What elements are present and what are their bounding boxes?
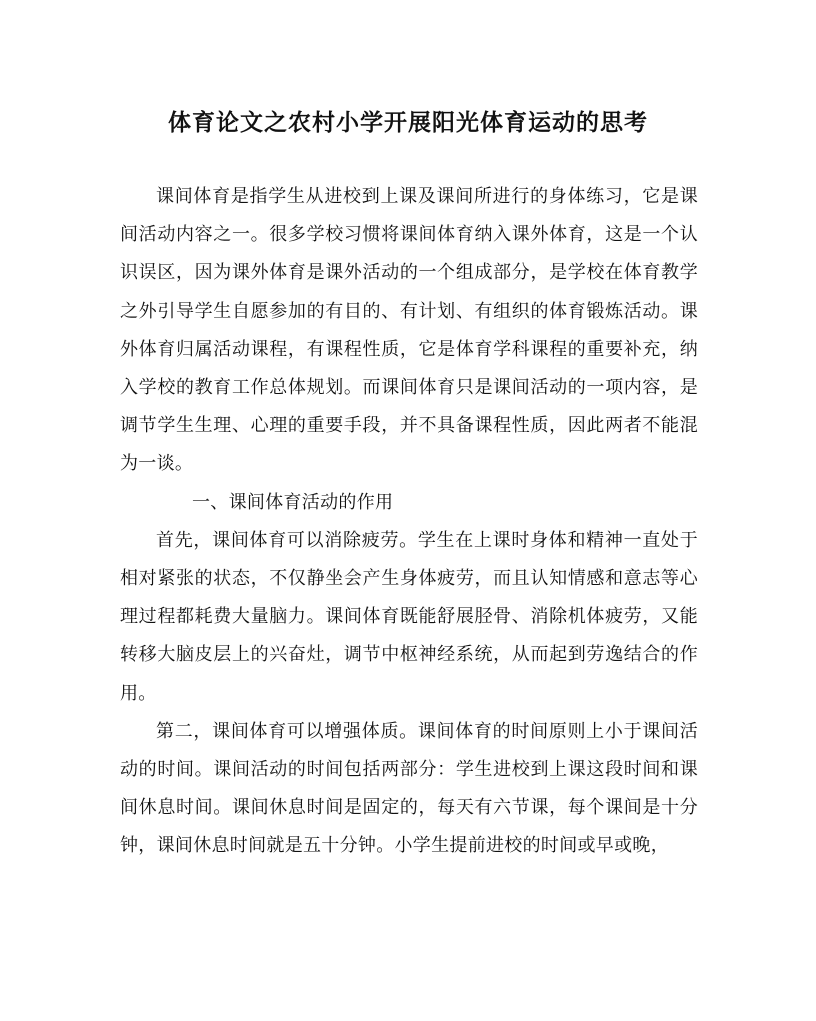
section-paragraph-1: 首先，课间体育可以消除疲劳。学生在上课时身体和精神一直处于相对紧张的状态，不仅静坐会产生身体疲劳，而且认知情感和意志等心理过程都耗费大量脑力。课间体育既能舒展胫骨、消除机体疲劳，又能转移大脑皮层上的兴奋灶，调节中枢神经系统，从而起到劳逸结合的作用。 — [120, 529, 698, 704]
section-heading: 一、课间体育活动的作用 — [192, 491, 394, 513]
document-title: 体育论文之农村小学开展阳光体育运动的思考 — [168, 109, 648, 136]
section-paragraph-2: 第二，课间体育可以增强体质。课间体育的时间原则上小于课间活动的时间。课间活动的时间包括两部分：学生进校到上课这段时间和课间休息时间。课间休息时间是固定的，每天有六节课，每个课间是十分钟，课间休息时间就是五十分钟。小学生提前进校的时间或早或晚， — [120, 720, 698, 857]
intro-paragraph: 课间体育是指学生从进校到上课及课间所进行的身体练习，它是课间活动内容之一。很多学校习惯将课间体育纳入课外体育，这是一个认识误区，因为课外体育是课外活动的一个组成部分，是学校在体育教学之外引导学生自愿参加的有目的、有计划、有组织的体育锻炼活动。课外体育归属活动课程，有课程性质，它是体育学科课程的重要补充，纳入学校的教育工作总体规划。而课间体育只是课间活动的一项内容，是调节学生生理、心理的重要手段，并不具备课程性质，因此两者不能混为一谈。 — [120, 186, 698, 475]
document-body — [120, 178, 698, 866]
